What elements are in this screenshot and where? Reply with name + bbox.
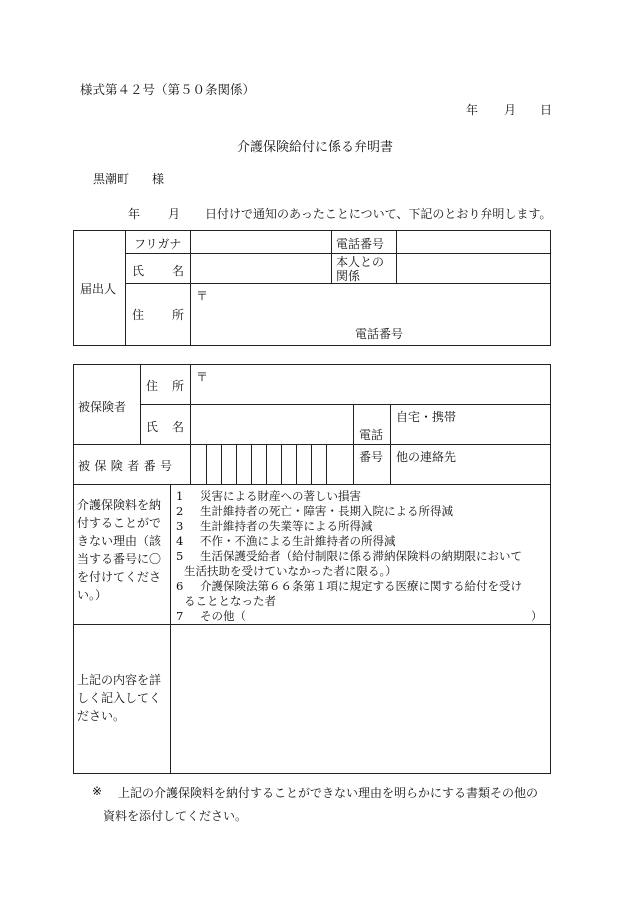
applicant-postal-mark: 〒 — [196, 289, 209, 303]
form-number: 様式第４２号（第５０条関係） — [80, 82, 256, 97]
insured-section-label: 被保険者 — [78, 400, 127, 414]
insured-name-label: 氏 名 — [146, 420, 184, 434]
reason-item-4[interactable]: 4 不作・不漁による生計維持者の所得減 — [176, 534, 396, 548]
applicant-name-label: 氏 名 — [132, 264, 184, 278]
applicant-section-label: 届出人 — [80, 282, 117, 296]
page-title: 介護保険給付に係る弁明書 — [236, 140, 393, 155]
reason-item-7[interactable]: 7 その他（ — [176, 609, 246, 623]
date-day-label: 日 — [540, 103, 553, 117]
details-label: 上記の内容を詳しく記入してください。 — [77, 673, 162, 723]
furigana-label: フリガナ — [134, 237, 182, 251]
reason-item-6[interactable]: 6 介護保険法第６６条第１項に規定する医療に関する給付を受け — [176, 579, 522, 593]
insured-number-label: 被保険者番号 — [78, 459, 177, 473]
reason-item-3[interactable]: 3 生計維持者の失業等による所得減 — [176, 519, 373, 533]
reasons-label: 介護保険料を納付することができない理由（該当する番号に〇を付けてください。） — [77, 498, 162, 602]
insured-postal-mark: 〒 — [196, 370, 209, 384]
insured-address-label: 住 所 — [146, 379, 184, 393]
date-year-label: 年 — [466, 103, 479, 117]
applicant-address-phone-label: 電話番号 — [355, 327, 404, 341]
phone-home-label: 自宅・携帯 — [396, 410, 457, 424]
reason-item-7-close: ） — [531, 609, 543, 623]
reason-item-5-continued: 生活扶助を受けていなかった者に限る。） — [184, 564, 397, 578]
insured-phone-label-1: 電話 — [359, 428, 384, 442]
intro-text: 日付けで通知のあったことについて、下記のとおり弁明します。 — [205, 207, 552, 221]
phone-other-label: 他の連絡先 — [396, 450, 457, 464]
applicant-phone-label: 電話番号 — [336, 237, 385, 251]
addressee-town: 黒潮町 — [93, 172, 130, 186]
note-mark: ※ — [92, 784, 103, 798]
note-line-2: 資料を添付してください。 — [103, 809, 248, 823]
applicant-address-label: 住 所 — [132, 308, 184, 322]
insured-phone-label-2: 番号 — [359, 450, 384, 464]
relation-label: 本人との 関係 — [336, 255, 385, 283]
addressee-honorific: 様 — [152, 172, 165, 186]
details-input-area[interactable] — [172, 626, 548, 772]
reason-item-1[interactable]: 1 災害による財産への著しい損害 — [176, 489, 361, 503]
note-line-1: 上記の介護保険料を納付することができない理由を明らかにする書類その他の — [118, 786, 539, 800]
date-month-label: 月 — [504, 103, 517, 117]
reason-item-5[interactable]: 5 生活保護受給者（給付制限に係る滞納保険料の納期限において — [176, 549, 522, 563]
intro-month-label: 月 — [168, 207, 181, 221]
reason-item-6-continued: ることとなった者 — [184, 594, 276, 608]
reason-item-2[interactable]: 2 生計維持者の死亡・障害・長期入院による所得減 — [176, 504, 453, 518]
intro-year-label: 年 — [128, 207, 141, 221]
